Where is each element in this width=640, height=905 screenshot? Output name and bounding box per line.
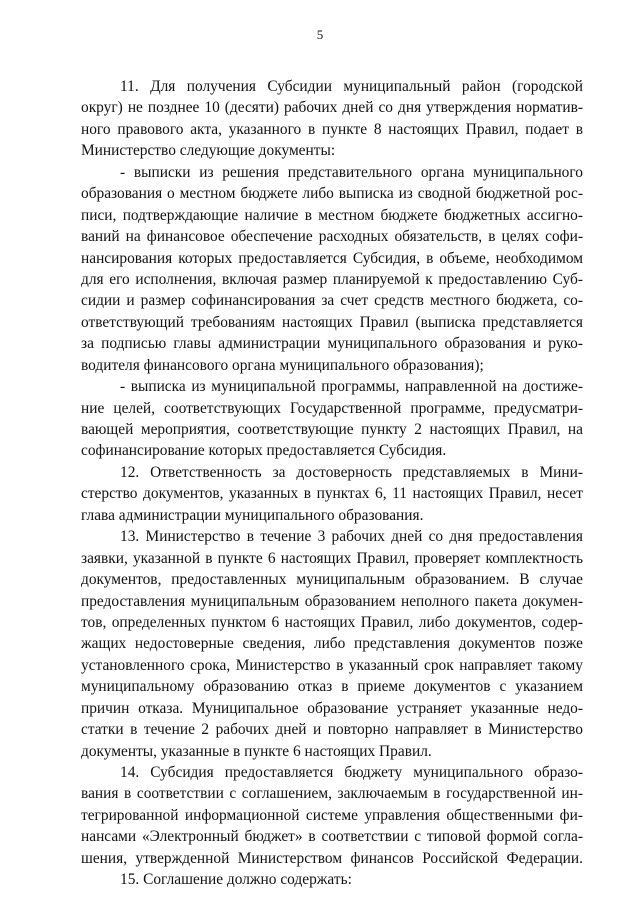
text-line: нансами «Электронный бюджет» в соответствии с типовой формой согла- bbox=[81, 828, 583, 846]
text-line: документы, указанные в пункте 6 настоящих Правил. bbox=[81, 742, 432, 760]
text-line: тегрированной информационной системе управления общественными фи- bbox=[81, 806, 583, 824]
text-line: 12. Ответственность за достоверность представляемых в Мини- bbox=[120, 463, 583, 481]
text-line: вающей мероприятия, соответствующие пункту 2 настоящих Правил, на bbox=[81, 421, 583, 438]
text-line: за подписью главы администрации муниципального образования и руко- bbox=[81, 335, 583, 353]
text-line: округ) не позднее 10 (десяти) рабочих дней со дня утверждения норматив- bbox=[81, 99, 583, 117]
text-line: 14. Субсидия предоставляется бюджету муниципального образо- bbox=[120, 764, 583, 781]
document-body bbox=[81, 76, 583, 891]
text-line: 11. Для получения Субсидии муниципальный район (городской bbox=[120, 78, 583, 95]
text-line: предоставления муниципальным образованием неполного пакета докумен- bbox=[81, 592, 583, 610]
text-line: тов, определенных пунктом 6 настоящих Правил, либо документов, содер- bbox=[81, 613, 583, 631]
text-line: муниципальному образованию отказ в приеме документов с указанием bbox=[81, 678, 583, 696]
text-line: нансирования которых предоставляется Субсидия, в объеме, необходимом bbox=[81, 249, 583, 267]
text-line: заявки, указанной в пункте 6 настоящих Правил, проверяет комплектность bbox=[81, 549, 583, 567]
text-line: ответствующий требованиям настоящих Правил (выписка представляется bbox=[81, 313, 583, 331]
text-line: водителя финансового органа муниципального образования); bbox=[81, 356, 484, 374]
text-line: стерство документов, указанных в пунктах 6, 11 настоящих Правил, несет bbox=[81, 485, 583, 503]
text-line: ного правового акта, указанного в пункте 8 настоящих Правил, подает в bbox=[81, 120, 583, 138]
text-line: документов, предоставленных муниципальным образованием. В случае bbox=[81, 571, 583, 589]
text-line: образования о местном бюджете либо выписка из сводной бюджетной рос- bbox=[81, 185, 583, 203]
text-line: Министерство следующие документы: bbox=[81, 142, 336, 160]
text-line: шения, утвержденной Министерством финансов Российской Федерации. bbox=[81, 849, 583, 867]
text-line: писи, подтверждающие наличие в местном бюджете бюджетных ассигно- bbox=[81, 206, 583, 224]
text-line: установленного срока, Министерство в указанный срок направляет такому bbox=[81, 656, 583, 674]
text-line: вания в соответствии с соглашением, заключаемым в государственной ин- bbox=[81, 785, 583, 803]
text-line: - выписки из решения представительного органа муниципального bbox=[120, 163, 583, 181]
text-line: жащих недостоверные сведения, либо представления документов позже bbox=[81, 635, 583, 653]
text-line: ваний на финансовое обеспечение расходных обязательств, в целях софи- bbox=[81, 228, 583, 246]
text-line: - выписка из муниципальной программы, направленной на достиже- bbox=[120, 378, 583, 396]
text-line: причин отказа. Муниципальное образование устраняет указанные недо- bbox=[81, 699, 583, 717]
text-line: софинансирование которых предоставляется Субсидия. bbox=[81, 442, 447, 460]
page-number: 5 bbox=[316, 27, 324, 42]
text-line: глава администрации муниципального образования. bbox=[81, 506, 424, 524]
text-line: для его исполнения, включая размер планируемой к предоставлению Суб- bbox=[81, 270, 583, 288]
text-line: 15. Соглашение должно содержать: bbox=[120, 871, 352, 889]
text-line: сидии и размер софинансирования за счет средств местного бюджета, со- bbox=[81, 292, 583, 310]
text-line: ние целей, соответствующих Государственной программе, предусматри- bbox=[81, 399, 583, 417]
text-line: статки в течение 2 рабочих дней и повторно направляет в Министерство bbox=[81, 721, 583, 739]
text-line: 13. Министерство в течение 3 рабочих дней со дня предоставления bbox=[120, 528, 583, 546]
